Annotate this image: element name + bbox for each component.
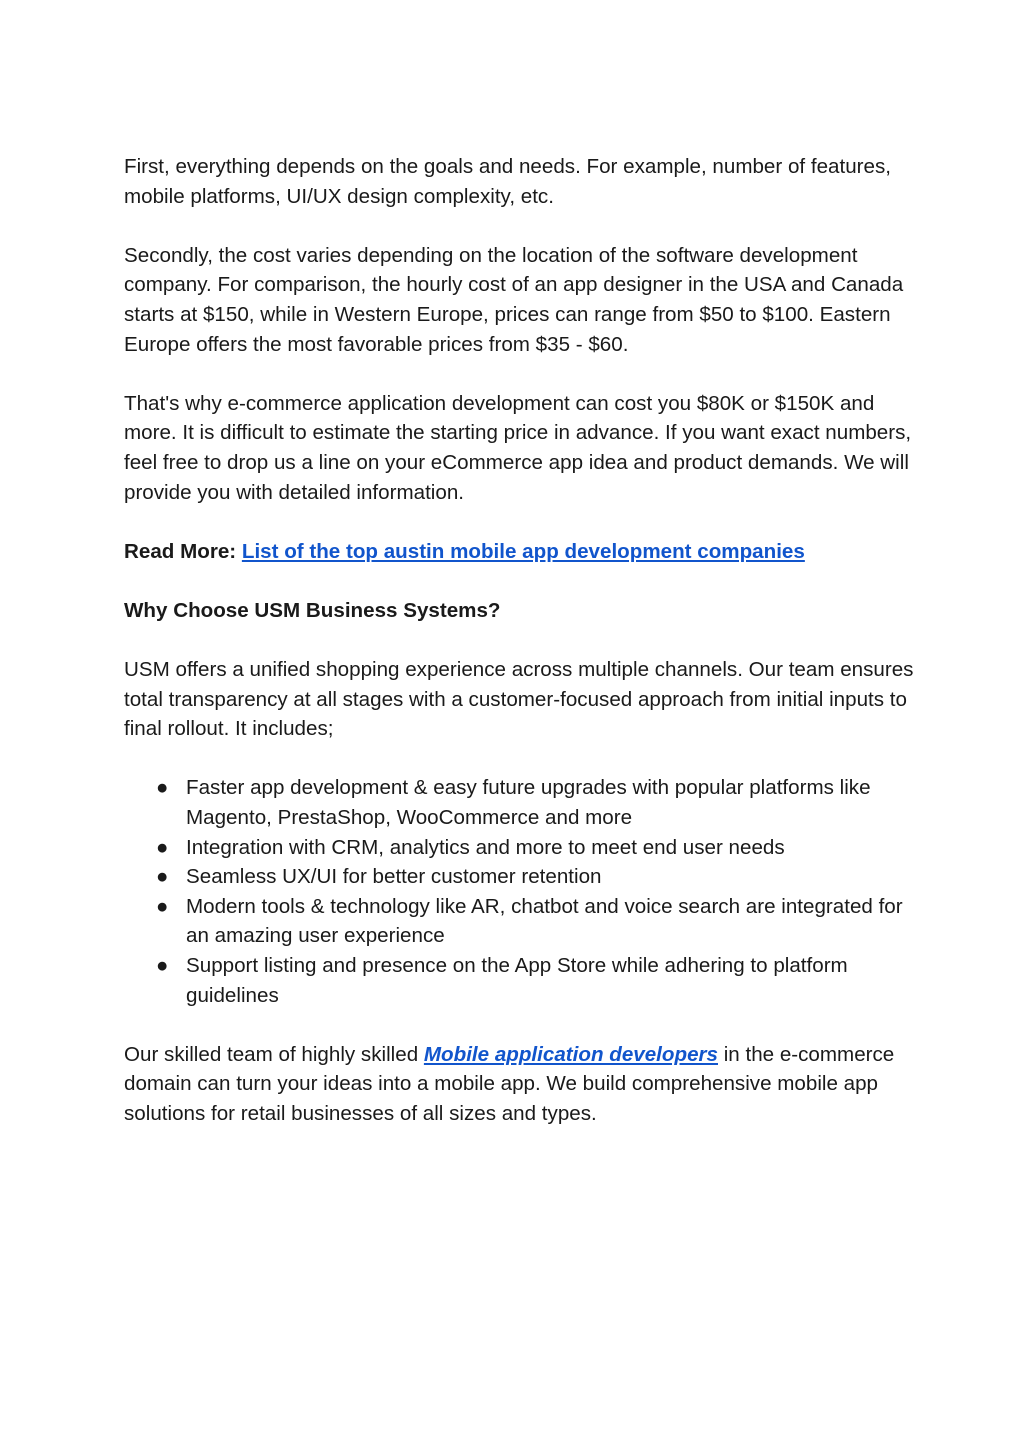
list-item — [124, 833, 914, 863]
list-item-text: Faster app development & easy future upgrades with popular platforms like Magento, PrestaShop, WooCommerce and more — [186, 776, 871, 830]
closing-text-before: Our skilled team of highly skilled — [124, 1042, 424, 1066]
bullet-icon: ● — [156, 835, 169, 859]
list-item — [124, 773, 914, 832]
list-item — [124, 862, 914, 892]
document-page — [124, 152, 914, 1158]
paragraph-intro: USM offers a unified shopping experience across multiple channels. Our team ensures total transparency at all stages with a customer-focused approach from initial inputs to final rollout. It includes; — [124, 658, 914, 741]
mobile-developers-link[interactable]: Mobile application developers — [423, 1042, 718, 1066]
bullet-icon: ● — [156, 865, 169, 889]
feature-list — [124, 773, 914, 1010]
list-item-text: Seamless UX/UI for better customer retention — [186, 865, 602, 889]
list-item-text: Integration with CRM, analytics and more to meet end user needs — [186, 835, 785, 859]
paragraph-closing — [124, 1040, 914, 1129]
list-item-text: Support listing and presence on the App Store while adhering to platform guidelines — [186, 954, 848, 1007]
list-item-text: Modern tools & technology like AR, chatbot and voice search are integrated for an amazing user experience — [186, 894, 903, 948]
section-heading: Why Choose USM Business Systems? — [124, 598, 501, 622]
bullet-icon: ● — [156, 894, 169, 918]
paragraph-price-estimate: That's why e-commerce application development can cost you $80K or $150K and more. It is difficult to estimate the starting price in advance. If you want exact numbers, feel free to drop us a line on your eCommerce app idea and product demands. We will provide you with detailed information. — [124, 391, 912, 504]
read-more-link[interactable]: List of the top austin mobile app development companies — [241, 539, 805, 563]
paragraph-goals: First, everything depends on the goals and needs. For example, number of features, mobile platforms, UI/UX design complexity, etc. — [124, 155, 891, 208]
paragraph-location-cost: Secondly, the cost varies depending on the location of the software development company. For comparison, the hourly cost of an app designer in the USA and Canada starts at $150, while in Western Europe, prices can range from $50 to $100. Eastern Europe offers the most favorable prices from $35 - $60. — [124, 243, 904, 356]
read-more-line — [124, 537, 914, 567]
bullet-icon: ● — [156, 776, 169, 800]
bullet-icon: ● — [156, 954, 169, 978]
list-item — [124, 892, 914, 951]
closing-text-after: in the e-commerce domain can turn your ideas into a mobile app. We build comprehensive mobile app solutions for retail businesses of all sizes and types. — [124, 1042, 895, 1125]
list-item — [124, 951, 914, 1010]
read-more-label: Read More: — [124, 539, 237, 563]
